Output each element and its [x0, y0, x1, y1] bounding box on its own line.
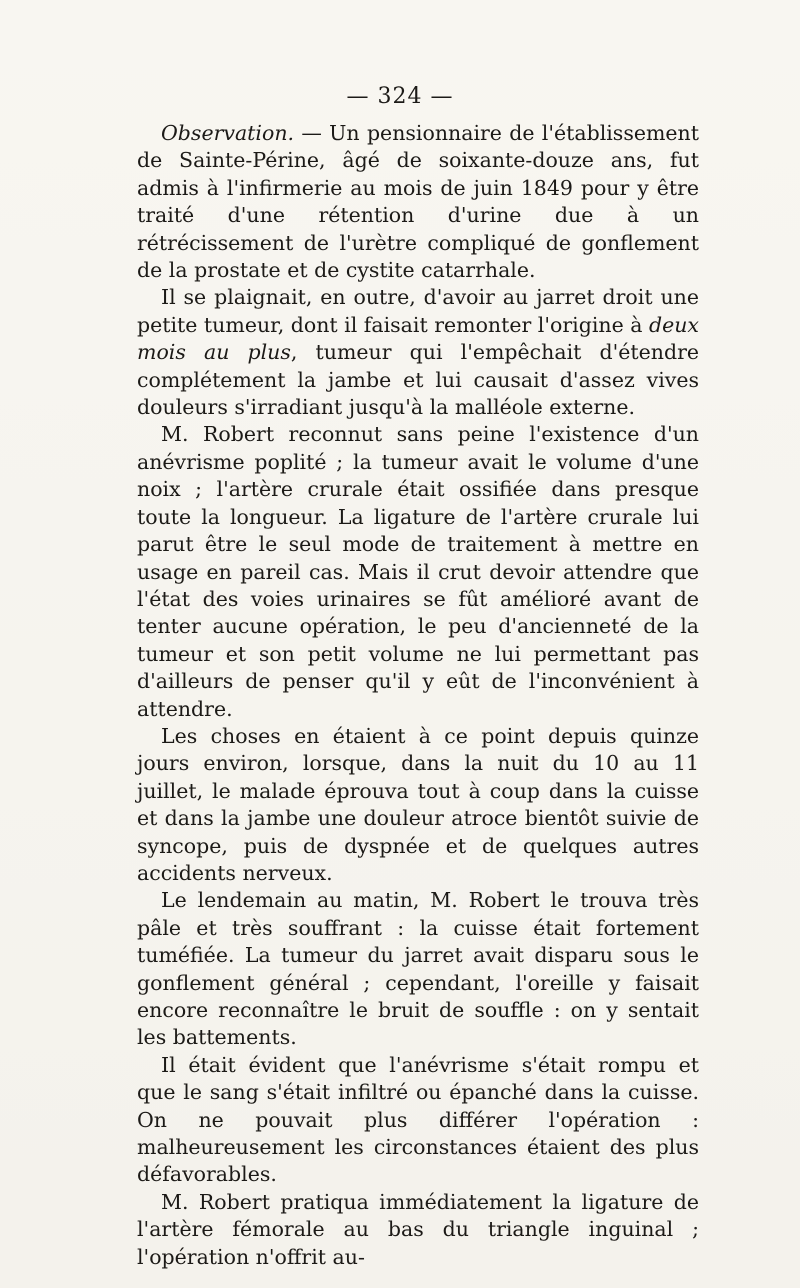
italic-phrase: deux mois au plus	[137, 312, 699, 365]
paragraph	[137, 284, 699, 421]
paragraph: Il était évident que l'anévrisme s'était rompu et que le sang s'était infiltré ou épanché dans la cuisse. On ne pouvait plus différer l'opération : malheureusement les circonstances étaient des plus défavorables.	[137, 1052, 699, 1187]
paragraph: M. Robert pratiqua immédiatement la ligature de l'artère fémorale au bas du triangle inguinal ; l'opération n'offrit au-	[137, 1189, 699, 1269]
paragraph-text: — Un pensionnaire de l'établissement de Sainte-Périne, âgé de soixante-douze ans, fut admis à l'infirmerie au mois de juin 1849 pour y être traité d'une rétention d'urine due à un rétrécissement de l'urètre compliqué de gonflement de la prostate et de cystite catarrhale.	[137, 121, 699, 283]
paragraph-text: , tumeur qui l'empêchait d'étendre complétement la jambe et lui causait d'assez vives douleurs s'irradiant jusqu'à la malléole externe.	[137, 340, 699, 420]
paragraph: M. Robert reconnut sans peine l'existence d'un anévrisme poplité ; la tumeur avait le volume d'une noix ; l'artère crurale était ossifiée dans presque toute la longueur. La ligature de l'artère crurale lui parut être le seul mode de traitement à mettre en usage en pareil cas. Mais il crut devoir attendre que l'état des voies urinaires se fût amélioré avant de tenter aucune opération, le peu d'ancienneté de la tumeur et son petit volume ne lui permettant pas d'ailleurs de penser qu'il y eût de l'inconvénient à attendre.	[137, 422, 699, 721]
paragraph: Les choses en étaient à ce point depuis quinze jours environ, lorsque, dans la nuit du 10 au 11 juillet, le malade éprouva tout à coup dans la cuisse et dans la jambe une douleur atroce bientôt suivie de syncope, puis de dyspnée et de quelques autres accidents nerveux.	[137, 723, 699, 885]
paragraph-observation	[137, 120, 699, 284]
body-text	[137, 120, 699, 1271]
paragraph: Le lendemain au matin, M. Robert le trouva très pâle et très souffrant : la cuisse était fortement tuméfiée. La tumeur du jarret avait disparu sous le gonflement général ; cependant, l'oreille y faisait encore reconnaître le bruit de souffle : on y sentait les battements.	[137, 888, 699, 1050]
observation-label: Observation.	[161, 121, 295, 145]
paragraph-text: Il se plaignait, en outre, d'avoir au jarret droit une petite tumeur, dont il faisait remonter l'origine à	[137, 285, 699, 337]
page-number: — 324 —	[346, 84, 454, 109]
